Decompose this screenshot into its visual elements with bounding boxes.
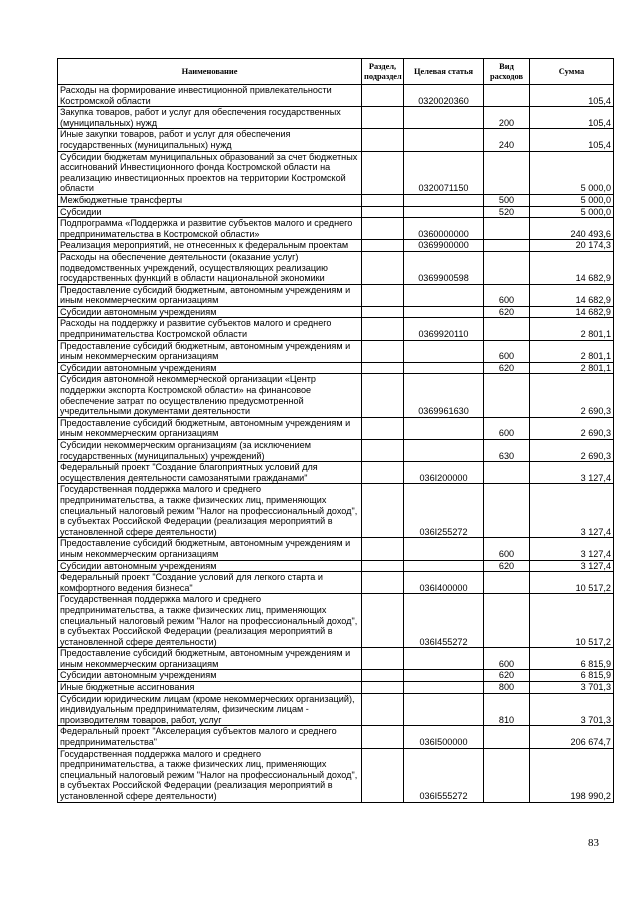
table-row <box>58 748 614 802</box>
table-row <box>58 538 614 560</box>
table-body <box>58 85 614 803</box>
cell-section <box>362 670 404 682</box>
cell-name: Субсидии некоммерческим организациям (за исключением государственных (муниципальных) учреждений) <box>58 440 362 462</box>
cell-sum: 2 690,3 <box>530 440 614 462</box>
table-row <box>58 648 614 670</box>
table-row <box>58 417 614 439</box>
cell-name: Предоставление субсидий бюджетным, автономным учреждениям и иным некоммерческим организациям <box>58 417 362 439</box>
cell-name: Расходы на обеспечение деятельности (оказание услуг) подведомственных учреждений, осуществляющих реализацию государственных функций в области национальной экономики <box>58 251 362 284</box>
cell-sum: 3 127,4 <box>530 484 614 538</box>
cell-section <box>362 417 404 439</box>
header-target: Целевая статья <box>404 59 484 85</box>
cell-section <box>362 318 404 340</box>
table-row <box>58 670 614 682</box>
table-row <box>58 85 614 107</box>
table-row <box>58 194 614 206</box>
cell-name: Субсидии автономным учреждениям <box>58 306 362 318</box>
cell-section <box>362 538 404 560</box>
table-row <box>58 240 614 252</box>
cell-section <box>362 240 404 252</box>
cell-target: 0369900000 <box>404 240 484 252</box>
cell-sum: 105,4 <box>530 107 614 129</box>
cell-section <box>362 218 404 240</box>
table-row <box>58 484 614 538</box>
cell-sum: 14 682,9 <box>530 284 614 306</box>
cell-type: 630 <box>484 440 530 462</box>
cell-name: Предоставление субсидий бюджетным, автономным учреждениям и иным некоммерческим организациям <box>58 284 362 306</box>
cell-sum: 10 517,2 <box>530 572 614 594</box>
cell-type: 600 <box>484 340 530 362</box>
cell-type: 800 <box>484 682 530 694</box>
cell-section <box>362 462 404 484</box>
cell-section <box>362 748 404 802</box>
cell-target: 036I555272 <box>404 748 484 802</box>
cell-sum: 2 690,3 <box>530 374 614 417</box>
cell-target <box>404 194 484 206</box>
cell-section <box>362 151 404 194</box>
cell-name: Предоставление субсидий бюджетным, автономным учреждениям и иным некоммерческим организациям <box>58 648 362 670</box>
cell-sum: 3 127,4 <box>530 538 614 560</box>
cell-type <box>484 572 530 594</box>
cell-target <box>404 107 484 129</box>
budget-table-sheet <box>57 58 613 803</box>
cell-target <box>404 129 484 151</box>
cell-name: Федеральный проект "Создание благоприятных условий для осуществления деятельности самозанятыми гражданами" <box>58 462 362 484</box>
cell-type: 500 <box>484 194 530 206</box>
cell-target: 0320071150 <box>404 151 484 194</box>
cell-sum: 3 701,3 <box>530 693 614 726</box>
cell-section <box>362 594 404 648</box>
cell-name: Подпрограмма «Поддержка и развитие субъектов малого и среднего предпринимательства в Костромской области» <box>58 218 362 240</box>
table-row <box>58 362 614 374</box>
cell-name: Субсидии бюджетам муниципальных образований за счет бюджетных ассигнований Инвестиционного фонда Костромской области на реализацию инвестиционных проектов на территории Костромской области <box>58 151 362 194</box>
table-row <box>58 284 614 306</box>
table-row <box>58 462 614 484</box>
cell-section <box>362 726 404 748</box>
cell-section <box>362 85 404 107</box>
cell-section <box>362 194 404 206</box>
cell-target <box>404 206 484 218</box>
cell-target: 0320020360 <box>404 85 484 107</box>
cell-type: 620 <box>484 362 530 374</box>
cell-sum: 5 000,0 <box>530 206 614 218</box>
cell-sum: 3 127,4 <box>530 560 614 572</box>
cell-target: 036I500000 <box>404 726 484 748</box>
cell-sum: 105,4 <box>530 85 614 107</box>
cell-target <box>404 670 484 682</box>
cell-type: 620 <box>484 670 530 682</box>
cell-name: Федеральный проект "Создание условий для легкого старта и комфортного ведения бизнеса" <box>58 572 362 594</box>
cell-sum: 3 127,4 <box>530 462 614 484</box>
cell-name: Реализация мероприятий, не отнесенных к федеральным проектам <box>58 240 362 252</box>
cell-type: 200 <box>484 107 530 129</box>
cell-sum: 5 000,0 <box>530 194 614 206</box>
cell-name: Предоставление субсидий бюджетным, автономным учреждениям и иным некоммерческим организациям <box>58 538 362 560</box>
cell-target <box>404 560 484 572</box>
cell-type <box>484 594 530 648</box>
cell-type <box>484 240 530 252</box>
cell-name: Государственная поддержка малого и среднего предпринимательства, а также физических лиц, применяющих специальный налоговый режим "Налог на профессиональный доход", в субъектах Российской Федерации (реализация мероприятий в установленной сфере деятельности) <box>58 594 362 648</box>
cell-sum: 105,4 <box>530 129 614 151</box>
cell-target <box>404 284 484 306</box>
cell-section <box>362 206 404 218</box>
cell-sum: 3 701,3 <box>530 682 614 694</box>
cell-target <box>404 362 484 374</box>
cell-sum: 6 815,9 <box>530 648 614 670</box>
cell-type <box>484 748 530 802</box>
cell-section <box>362 682 404 694</box>
table-row <box>58 726 614 748</box>
cell-sum: 20 174,3 <box>530 240 614 252</box>
page-number: 83 <box>588 837 599 849</box>
cell-name: Субсидии автономным учреждениям <box>58 362 362 374</box>
cell-name: Субсидии юридическим лицам (кроме некоммерческих организаций), индивидуальным предпринимателям, физическим лицам - производителям товаров, работ, услуг <box>58 693 362 726</box>
table-row <box>58 129 614 151</box>
cell-sum: 240 493,6 <box>530 218 614 240</box>
cell-sum: 14 682,9 <box>530 306 614 318</box>
cell-target: 0360000000 <box>404 218 484 240</box>
cell-name: Расходы на формирование инвестиционной привлекательности Костромской области <box>58 85 362 107</box>
cell-target <box>404 440 484 462</box>
cell-type <box>484 251 530 284</box>
cell-type <box>484 726 530 748</box>
cell-section <box>362 572 404 594</box>
cell-sum: 6 815,9 <box>530 670 614 682</box>
cell-sum: 2 801,1 <box>530 362 614 374</box>
cell-target: 0369900598 <box>404 251 484 284</box>
table-header-row <box>58 59 614 85</box>
cell-sum: 2 690,3 <box>530 417 614 439</box>
header-section: Раздел, подраздел <box>362 59 404 85</box>
cell-section <box>362 484 404 538</box>
cell-sum: 2 801,1 <box>530 340 614 362</box>
cell-section <box>362 440 404 462</box>
cell-section <box>362 340 404 362</box>
cell-section <box>362 284 404 306</box>
cell-sum: 198 990,2 <box>530 748 614 802</box>
cell-type: 240 <box>484 129 530 151</box>
cell-name: Субсидии автономным учреждениям <box>58 670 362 682</box>
table-row <box>58 251 614 284</box>
cell-target <box>404 648 484 670</box>
cell-section <box>362 107 404 129</box>
table-row <box>58 440 614 462</box>
table-row <box>58 693 614 726</box>
cell-section <box>362 129 404 151</box>
cell-section <box>362 374 404 417</box>
table-row <box>58 560 614 572</box>
cell-type: 520 <box>484 206 530 218</box>
cell-name: Государственная поддержка малого и среднего предпринимательства, а также физических лиц, применяющих специальный налоговый режим "Налог на профессиональный доход", в субъектах Российской Федерации (реализация мероприятий в установленной сфере деятельности) <box>58 484 362 538</box>
cell-sum: 2 801,1 <box>530 318 614 340</box>
table-row <box>58 206 614 218</box>
cell-sum: 5 000,0 <box>530 151 614 194</box>
cell-type <box>484 462 530 484</box>
table-row <box>58 572 614 594</box>
cell-name: Иные бюджетные ассигнования <box>58 682 362 694</box>
cell-type <box>484 218 530 240</box>
table-row <box>58 218 614 240</box>
header-sum: Сумма <box>530 59 614 85</box>
table-row <box>58 682 614 694</box>
table-row <box>58 340 614 362</box>
cell-type: 620 <box>484 306 530 318</box>
cell-name: Предоставление субсидий бюджетным, автономным учреждениям и иным некоммерческим организациям <box>58 340 362 362</box>
cell-name: Федеральный проект "Акселерация субъектов малого и среднего предпринимательства" <box>58 726 362 748</box>
budget-table <box>57 58 614 803</box>
cell-name: Иные закупки товаров, работ и услуг для обеспечения государственных (муниципальных) нужд <box>58 129 362 151</box>
cell-target <box>404 306 484 318</box>
cell-name: Субсидия автономной некоммерческой организации «Центр поддержки экспорта Костромской области» на финансовое обеспечение затрат по осуществлению предусмотренной учредительными документами деятельности <box>58 374 362 417</box>
cell-sum: 14 682,9 <box>530 251 614 284</box>
table-row <box>58 594 614 648</box>
cell-type: 600 <box>484 417 530 439</box>
cell-name: Межбюджетные трансферты <box>58 194 362 206</box>
cell-target: 0369920110 <box>404 318 484 340</box>
cell-target: 036I255272 <box>404 484 484 538</box>
table-row <box>58 318 614 340</box>
header-name: Наименование <box>58 59 362 85</box>
cell-type: 600 <box>484 284 530 306</box>
cell-section <box>362 648 404 670</box>
cell-target <box>404 340 484 362</box>
cell-target <box>404 538 484 560</box>
cell-target <box>404 417 484 439</box>
cell-section <box>362 251 404 284</box>
cell-type <box>484 374 530 417</box>
cell-type: 600 <box>484 648 530 670</box>
cell-section <box>362 362 404 374</box>
cell-type <box>484 151 530 194</box>
header-type: Вид расходов <box>484 59 530 85</box>
table-row <box>58 374 614 417</box>
table-row <box>58 151 614 194</box>
cell-target: 036I200000 <box>404 462 484 484</box>
table-row <box>58 306 614 318</box>
cell-sum: 10 517,2 <box>530 594 614 648</box>
cell-name: Расходы на поддержку и развитие субъектов малого и среднего предпринимательства Костромской области <box>58 318 362 340</box>
cell-sum: 206 674,7 <box>530 726 614 748</box>
cell-type <box>484 318 530 340</box>
cell-type <box>484 85 530 107</box>
cell-type: 620 <box>484 560 530 572</box>
cell-target: 0369961630 <box>404 374 484 417</box>
cell-section <box>362 306 404 318</box>
cell-type <box>484 484 530 538</box>
cell-type: 810 <box>484 693 530 726</box>
cell-name: Субсидии автономным учреждениям <box>58 560 362 572</box>
cell-name: Закупка товаров, работ и услуг для обеспечения государственных (муниципальных) нужд <box>58 107 362 129</box>
cell-target: 036I455272 <box>404 594 484 648</box>
cell-section <box>362 693 404 726</box>
cell-target <box>404 682 484 694</box>
cell-name: Субсидии <box>58 206 362 218</box>
cell-section <box>362 560 404 572</box>
cell-target: 036I400000 <box>404 572 484 594</box>
cell-name: Государственная поддержка малого и среднего предпринимательства, а также физических лиц, применяющих специальный налоговый режим "Налог на профессиональный доход", в субъектах Российской Федерации (реализация мероприятий в установленной сфере деятельности) <box>58 748 362 802</box>
table-row <box>58 107 614 129</box>
cell-target <box>404 693 484 726</box>
cell-type: 600 <box>484 538 530 560</box>
